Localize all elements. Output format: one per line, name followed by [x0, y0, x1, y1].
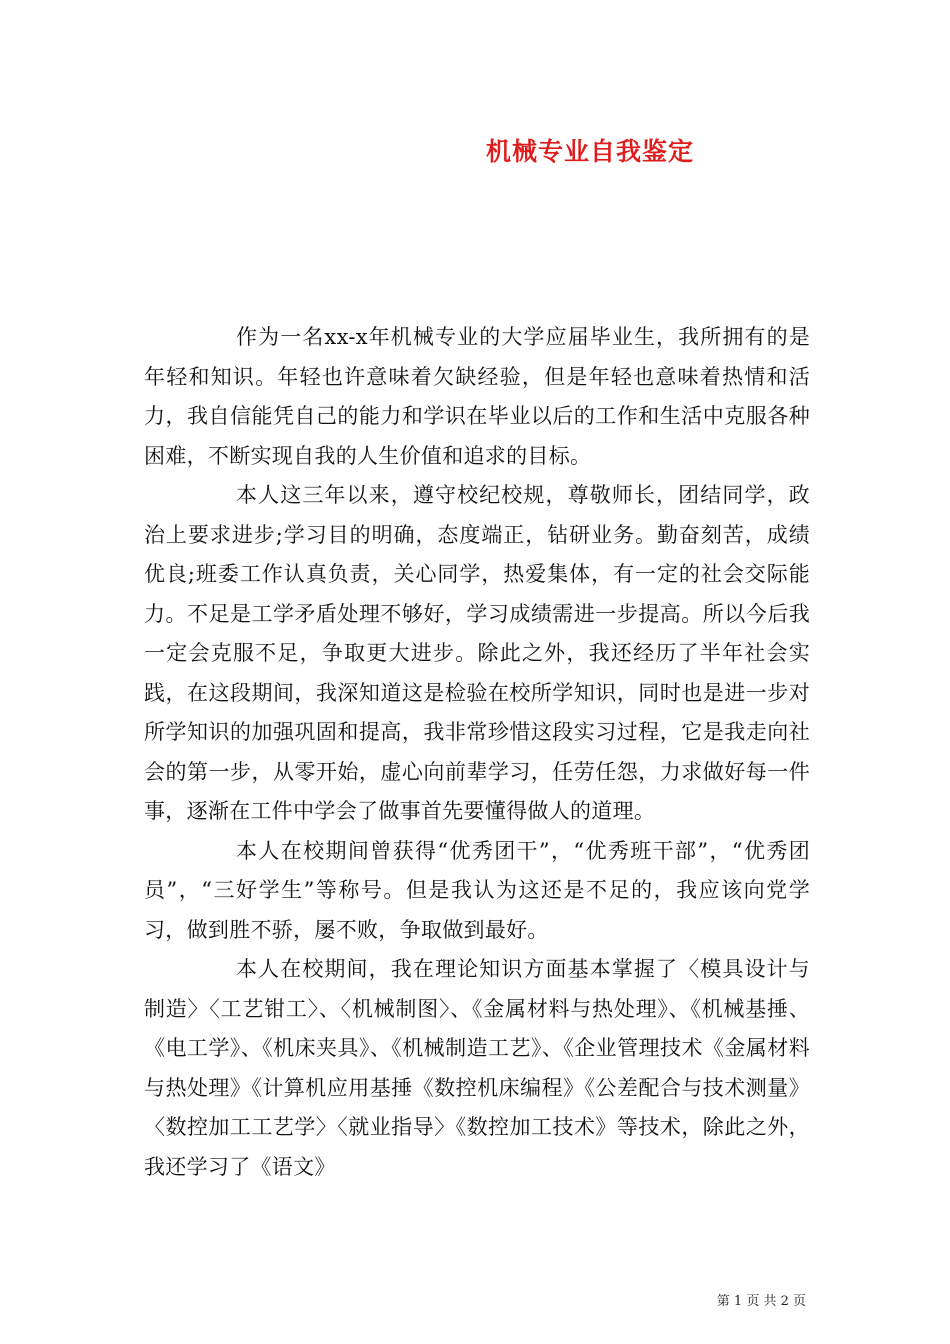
page-title: 机械专业自我鉴定	[485, 137, 694, 166]
document-body	[144, 318, 810, 1187]
paragraph-honors: 本人在校期间曾获得“优秀团干”，“优秀班干部”，“优秀团员”，“三好学生”等称号。但是我认为这还是不足的，我应该向党学习，做到胜不骄，屡不败，争取做到最好。	[144, 838, 810, 942]
paragraph-conduct: 本人这三年以来，遵守校纪校规，尊敬师长，团结同学，政治上要求进步;学习目的明确，态度端正，钻研业务。勤奋刻苦，成绩优良;班委工作认真负责，关心同学，热爱集体，有一定的社会交际能力。不足是工学矛盾处理不够好，学习成绩需进一步提高。所以今后我一定会克服不足，争取更大进步。除此之外，我还经历了半年社会实践，在这段期间，我深知道这是检验在校所学知识，同时也是进一步对所学知识的加强巩固和提高，我非常珍惜这段实习过程，它是我走向社会的第一步，从零开始，虚心向前辈学习，任劳任怨，力求做好每一件事，逐渐在工件中学会了做事首先要懂得做人的道理。	[144, 483, 810, 823]
paragraph-intro: 作为一名xx-x年机械专业的大学应届毕业生，我所拥有的是年轻和知识。年轻也许意味着欠缺经验，但是年轻也意味着热情和活力，我自信能凭自己的能力和学识在毕业以后的工作和生活中克服各种困难，不断实现自我的人生价值和追求的目标。	[144, 325, 810, 468]
paragraph-courses: 本人在校期间，我在理论知识方面基本掌握了〈模具设计与制造〉〈工艺钳工〉、〈机械制图〉、《金属材料与热处理》、《机械基捶、《电工学》、《机床夹具》、《机械制造工艺》、《企业管理技术《金属材料与热处理》《计算机应用基捶《数控机床编程》《公差配合与技术测量》〈数控加工工艺学〉〈就业指导〉《数控加工技术》等技术，除此之外，我还学习了《语文》	[144, 957, 810, 1179]
page-number: 第 1 页 共 2 页	[716, 1294, 806, 1309]
